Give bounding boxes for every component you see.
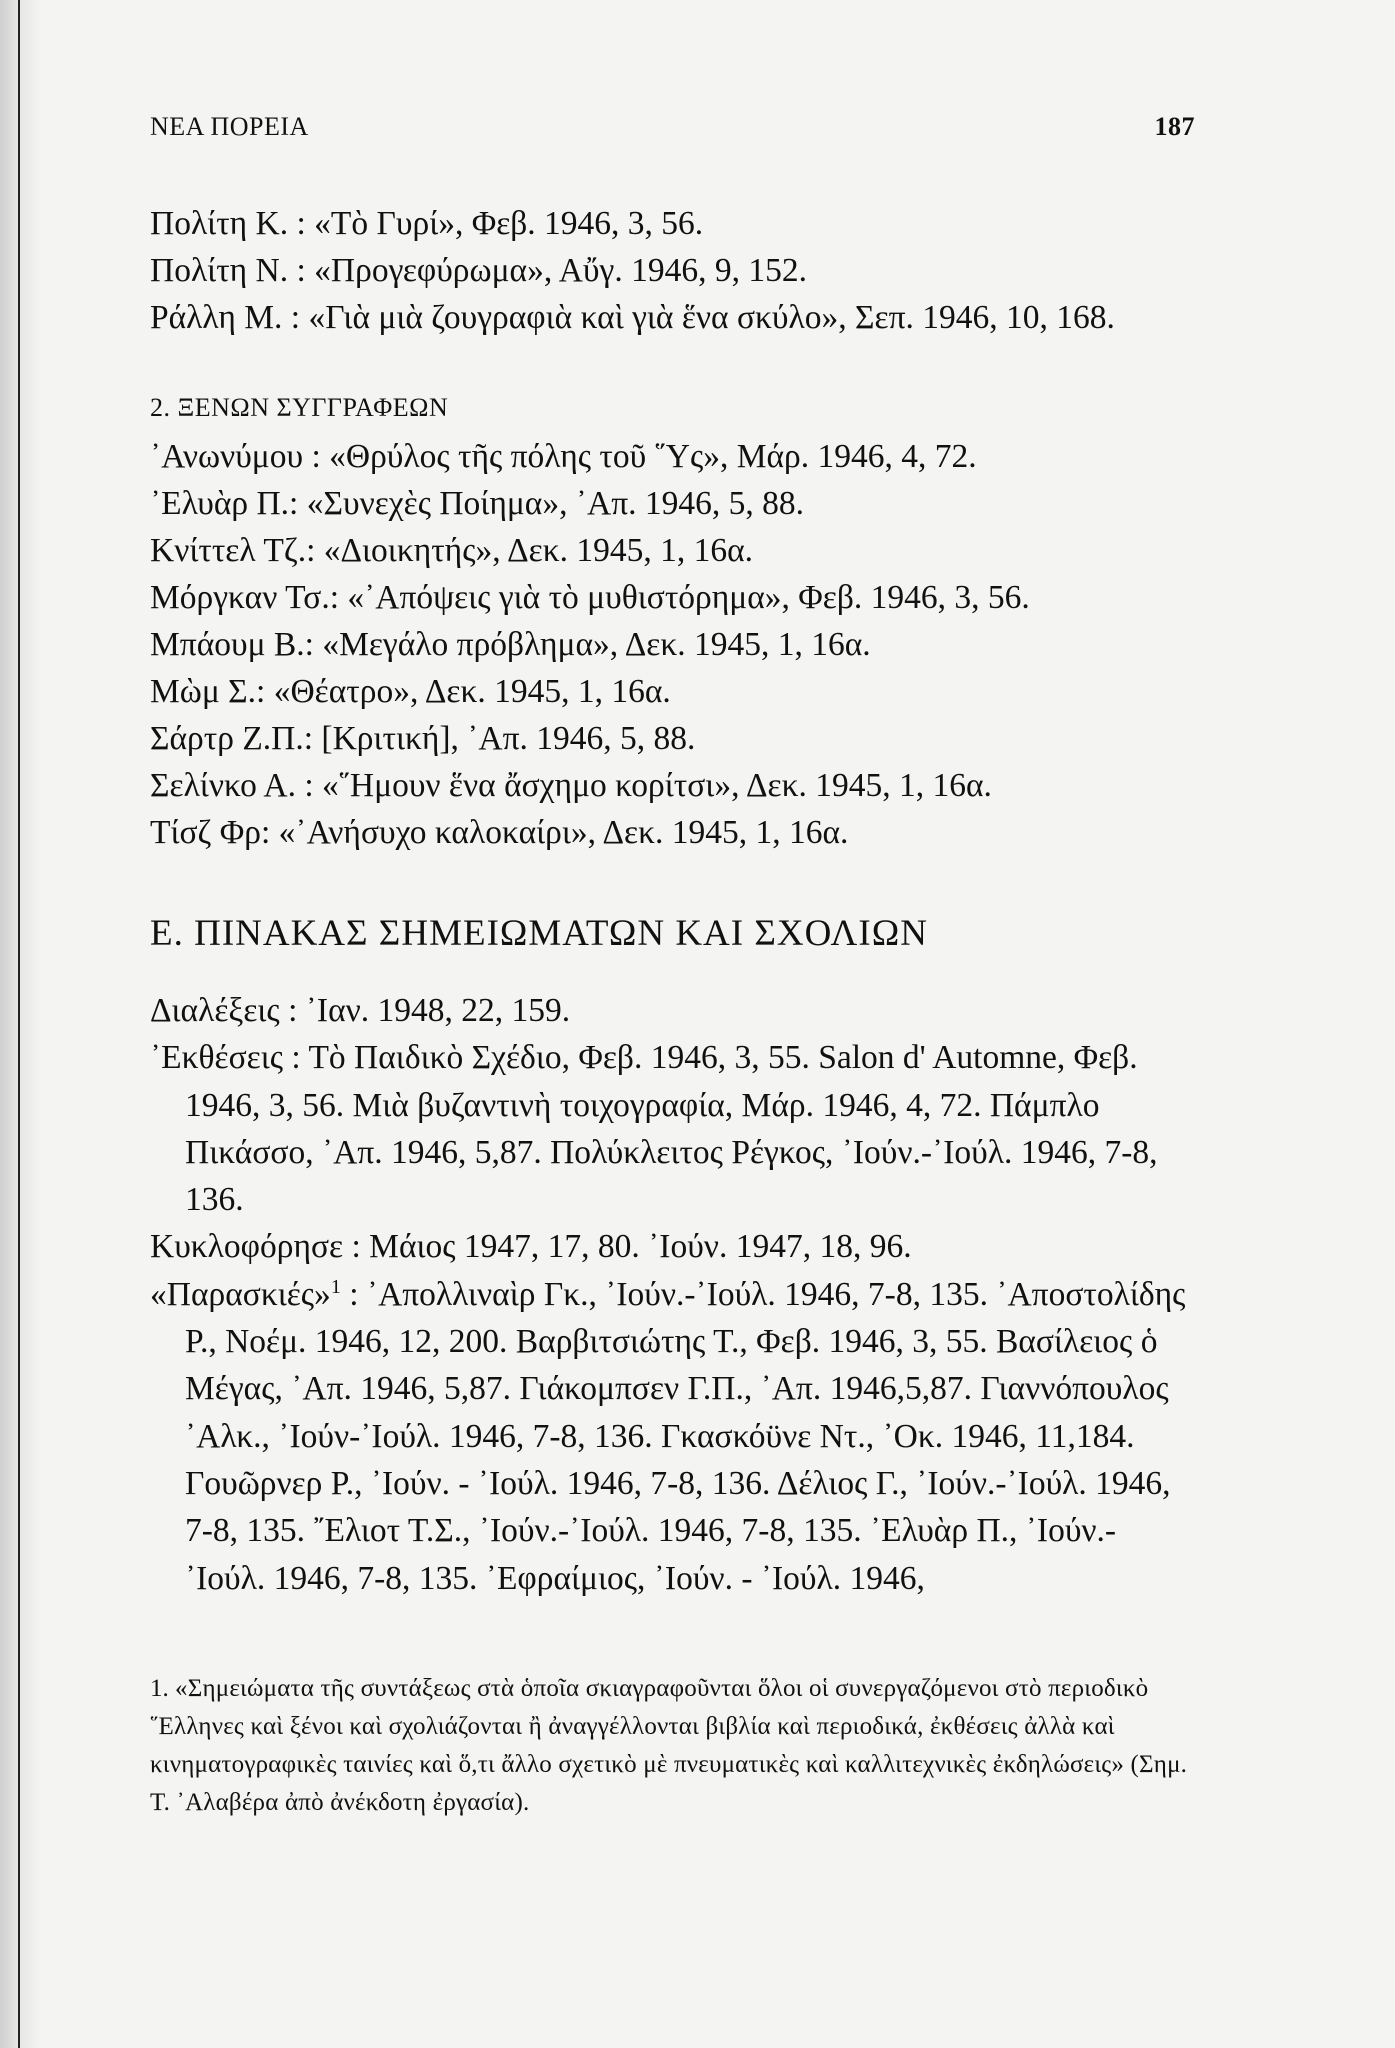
list-item: Κυκλοφόρησε : Μάιος 1947, 17, 80. ᾿Ιούν. 1947, 18, 96. (150, 1228, 912, 1266)
footnote-text: «Σημειώματα τῆς συντάξεως στὰ ὁποῖα σκιαγραφοῦνται ὅλοι οἱ συνεργαζόμενοι στὸ περιοδικὸ ῞Ελληνες καὶ ξένοι καὶ σχολιάζονται ἢ ἀναγγέλλονται βιβλία καὶ περιοδικά, ἐκθέσεις ἀλλὰ καὶ κινηματογραφικὲς ταινίες καὶ ὅ,τι ἄλλο σχετικὸ μὲ πνευματικὲς καὶ καλλιτεχνικὲς ἐκδηλώσεις» (Σημ. Τ. ᾿Αλαβέρα ἀπὸ ἀνέκδοτη ἐργασία). (150, 1674, 1188, 1816)
list-item: Ράλλη Μ. : «Γιὰ μιὰ ζουγραφιὰ καὶ γιὰ ἕνα σκύλο», Σεπ. 1946, 10, 168. (150, 299, 1115, 336)
list-item: Διαλέξεις : ᾿Ιαν. 1948, 22, 159. (150, 992, 571, 1029)
foreign-authors-list (150, 433, 1195, 856)
list-item: Πολίτη Ν. : «Προγεφύρωμα», Αὔγ. 1946, 9, 152. (150, 252, 807, 289)
page-number: 187 (1154, 112, 1195, 141)
list-item-paraskies (150, 1271, 1195, 1602)
footnote (150, 1670, 1195, 1822)
list-item: ᾿Ανωνύμου : «Θρύλος τῆς πόλης τοῦ ῞Υς», Μάρ. 1946, 4, 72. (150, 438, 977, 475)
footnote-reference: 1 (330, 1275, 341, 1298)
list-item: Σάρτρ Ζ.Π.: [Κριτική], ᾿Απ. 1946, 5, 88. (150, 720, 696, 757)
list-item: Μὼμ Σ.: «Θέατρο», Δεκ. 1945, 1, 16α. (150, 673, 671, 710)
paraskies-text: : ᾿Απολλιναὶρ Γκ., ᾿Ιούν.-᾿Ιούλ. 1946, 7-8, 135. ᾿Αποστολίδης Ρ., Νοέμ. 1946, 12, 200. Βαρβιτσιώτης Τ., Φεβ. 1946, 3, 55. Βασίλειος ὁ Μέγας, ᾿Απ. 1946, 5,87. Γιάκομπσεν Γ.Π., ᾿Απ. 1946,5,87. Γιαννόπουλος ᾿Αλκ., ᾿Ιούν-᾿Ιούλ. 1946, 7-8, 136. Γκασκόϋνε Ντ., ᾿Οκ. 1946, 11,184. Γουῶρνερ Ρ., ᾿Ιούν. - ᾿Ιούλ. 1946, 7-8, 136. Δέλιος Γ., ᾿Ιούν.-᾿Ιούλ. 1946, 7-8, 135. ῎Ελιοτ Τ.Σ., ᾿Ιούν.-᾿Ιούλ. 1946, 7-8, 135. ᾿Ελυὰρ Π., ᾿Ιούν.-᾿Ιούλ. 1946, 7-8, 135. ᾿Εφραίμιος, ᾿Ιούν. - ᾿Ιούλ. 1946, (185, 1275, 1186, 1597)
list-item: Μόργκαν Τσ.: «᾿Απόψεις γιὰ τὸ μυθιστόρημα», Φεβ. 1946, 3, 56. (150, 579, 1030, 616)
book-page (150, 112, 1195, 1822)
footnote-marker: 1. (150, 1674, 169, 1702)
list-item: Μπάουμ Β.: «Μεγάλο πρόβλημα», Δεκ. 1945, 1, 16α. (150, 626, 871, 663)
list-item: Σελίνκο Α. : «῞Ημουν ἕνα ἄσχημο κορίτσι», Δεκ. 1945, 1, 16α. (150, 767, 992, 804)
binding-edge-line (18, 0, 20, 2048)
paraskies-label: «Παρασκιές» (150, 1275, 331, 1313)
list-item: Τίσζ Φρ: «᾿Ανήσυχο καλοκαίρι», Δεκ. 1945, 1, 16α. (150, 814, 849, 851)
page-binding-shadow (0, 0, 42, 2048)
list-item: ᾿Εκθέσεις : Τὸ Παιδικὸ Σχέδιο, Φεβ. 1946, 3, 55. Salon d' Automne, Φεβ. 1946, 3, 56. Μιὰ βυζαντινὴ τοιχογραφία, Μάρ. 1946, 4, 72. Πάμπλο Πικάσσο, ᾿Απ. 1946, 5,87. Πολύκλειτος Ρέγκος, ᾿Ιούν.-᾿Ιούλ. 1946, 7-8, 136. (150, 1039, 1158, 1219)
section-e-title: Ε. ΠΙΝΑΚΑΣ ΣΗΜΕΙΩΜΑΤΩΝ ΚΑΙ ΣΧΟΛΙΩΝ (150, 913, 928, 954)
list-item: Κνίττελ Τζ.: «Διοικητής», Δεκ. 1945, 1, 16α. (150, 532, 754, 569)
section-e-index (150, 987, 1195, 1602)
list-item: Πολίτη Κ. : «Τὸ Γυρί», Φεβ. 1946, 3, 56. (150, 205, 704, 242)
foreign-authors-heading: 2. ΞΕΝΩΝ ΣΥΓΓΡΑΦΕΩΝ (150, 393, 449, 422)
journal-title: ΝΕΑ ΠΟΡΕΙΑ (150, 112, 309, 141)
running-head (150, 112, 1195, 142)
list-item: ᾿Ελυὰρ Π.: «Συνεχὲς Ποίημα», ᾿Απ. 1946, 5, 88. (150, 485, 804, 522)
greek-authors-list-continued (150, 200, 1195, 341)
